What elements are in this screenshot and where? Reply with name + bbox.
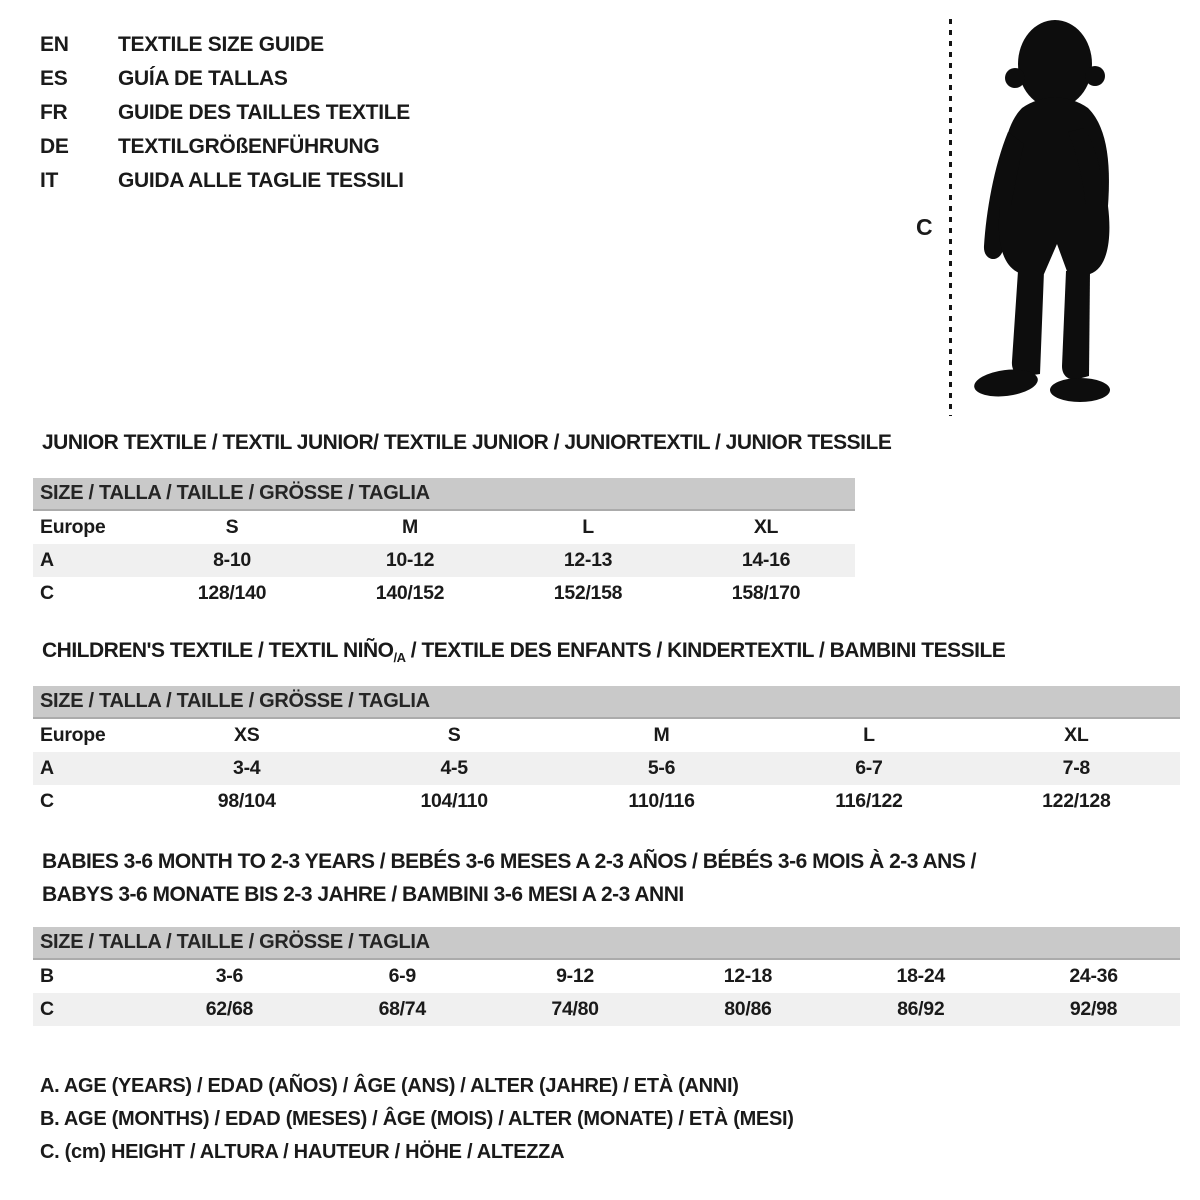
age-value: 4-5 xyxy=(440,757,468,779)
region-label: Europe xyxy=(40,724,106,746)
language-row-de xyxy=(40,130,410,164)
size-header-label: SIZE / TALLA / TAILLE / GRÖSSE / TAGLIA xyxy=(40,690,430,712)
size-header-label: SIZE / TALLA / TAILLE / GRÖSSE / TAGLIA xyxy=(40,931,430,953)
toddler-silhouette-icon xyxy=(962,14,1142,418)
size-header-label: SIZE / TALLA / TAILLE / GRÖSSE / TAGLIA xyxy=(40,482,430,504)
table-row-europe xyxy=(33,511,855,544)
table-row-height xyxy=(33,577,855,610)
table-row-europe xyxy=(33,719,1180,752)
table-row-height xyxy=(33,785,1180,818)
age-value: 12-13 xyxy=(563,549,613,571)
children-heading-text: CHILDREN'S TEXTILE / TEXTIL NIÑO xyxy=(42,639,394,662)
junior-section-heading: JUNIOR TEXTILE / TEXTIL JUNIOR/ TEXTILE JUNIOR / JUNIORTEXTIL / JUNIOR TESSILE xyxy=(42,431,892,454)
height-value: 152/158 xyxy=(553,582,623,604)
babies-section-heading xyxy=(42,845,976,911)
row-label: C xyxy=(40,790,54,812)
legend-notes xyxy=(40,1070,794,1169)
language-row-en xyxy=(40,28,410,62)
height-value: 68/74 xyxy=(378,998,426,1020)
language-code: FR xyxy=(40,101,68,124)
months-value: 9-12 xyxy=(556,965,594,987)
height-value: 92/98 xyxy=(1069,998,1118,1020)
language-code: DE xyxy=(40,135,69,158)
table-row-age xyxy=(33,752,1180,785)
height-value: 116/122 xyxy=(835,790,903,812)
height-value: 86/92 xyxy=(897,998,945,1020)
language-title-list xyxy=(40,28,410,198)
months-value: 6-9 xyxy=(388,965,416,987)
height-measure-label: C xyxy=(916,214,933,240)
babies-heading-line2: BABYS 3-6 MONATE BIS 2-3 JAHRE / BAMBINI 3-6 MESI A 2-3 ANNI xyxy=(42,883,684,906)
language-row-it xyxy=(40,164,410,198)
row-label: C xyxy=(40,998,54,1020)
size-col-header: XL xyxy=(753,516,779,538)
children-section-heading xyxy=(42,639,1005,665)
age-value: 5-6 xyxy=(647,757,676,779)
language-code: EN xyxy=(40,33,69,56)
months-value: 12-18 xyxy=(723,965,773,987)
size-col-header: M xyxy=(653,724,670,746)
months-value: 24-36 xyxy=(1069,965,1118,987)
row-label: B xyxy=(40,965,54,987)
children-heading-subscript: /A xyxy=(393,650,406,665)
language-code: IT xyxy=(40,169,59,192)
language-row-es xyxy=(40,62,410,96)
height-value: 140/152 xyxy=(375,582,445,604)
guide-title: TEXTILE SIZE GUIDE xyxy=(118,33,324,56)
size-col-header: L xyxy=(863,724,875,746)
size-col-header: XS xyxy=(233,724,260,746)
language-code: ES xyxy=(40,67,68,90)
age-value: 14-16 xyxy=(741,549,791,571)
size-table-header xyxy=(33,686,1180,719)
age-value: 7-8 xyxy=(1062,757,1090,779)
note-height-cm: C. (cm) HEIGHT / ALTURA / HAUTEUR / HÖHE / ALTEZZA xyxy=(40,1141,565,1163)
children-size-table xyxy=(33,686,1180,818)
height-value: 62/68 xyxy=(205,998,254,1020)
age-value: 6-7 xyxy=(855,757,883,779)
note-age-years: A. AGE (YEARS) / EDAD (AÑOS) / ÂGE (ANS) / ALTER (JAHRE) / ETÀ (ANNI) xyxy=(40,1075,739,1097)
age-value: 3-4 xyxy=(233,757,261,779)
children-heading-text: / TEXTILE DES ENFANTS / KINDERTEXTIL / BAMBINI TESSILE xyxy=(405,639,1006,662)
guide-title: GUIDE DES TAILLES TEXTILE xyxy=(118,101,410,124)
size-col-header: M xyxy=(402,516,418,538)
size-col-header: S xyxy=(225,516,239,538)
height-value: 122/128 xyxy=(1042,790,1111,812)
height-measure-line xyxy=(949,19,952,416)
height-value: 104/110 xyxy=(420,790,488,812)
guide-title: TEXTILGRÖßENFÜHRUNG xyxy=(118,135,380,158)
size-table-header xyxy=(33,927,1180,960)
months-value: 3-6 xyxy=(215,965,244,987)
row-label: A xyxy=(40,757,54,779)
babies-size-table xyxy=(33,927,1180,1026)
height-value: 128/140 xyxy=(197,582,267,604)
language-row-fr xyxy=(40,96,410,130)
age-value: 10-12 xyxy=(385,549,435,571)
guide-title: GUIDA ALLE TAGLIE TESSILI xyxy=(118,169,404,192)
size-col-header: XL xyxy=(1064,724,1089,746)
table-row-age xyxy=(33,544,855,577)
guide-title: GUÍA DE TALLAS xyxy=(118,67,288,90)
height-value: 110/116 xyxy=(628,790,695,812)
table-row-height xyxy=(33,993,1180,1026)
height-value: 98/104 xyxy=(217,790,276,812)
note-age-months: B. AGE (MONTHS) / EDAD (MESES) / ÂGE (MOIS) / ALTER (MONATE) / ETÀ (MESI) xyxy=(40,1108,794,1130)
junior-size-table xyxy=(33,478,855,610)
height-value: 80/86 xyxy=(724,998,772,1020)
size-table-header xyxy=(33,478,855,511)
row-label: C xyxy=(40,582,54,604)
size-col-header: S xyxy=(447,724,461,746)
height-value: 74/80 xyxy=(551,998,599,1020)
months-value: 18-24 xyxy=(896,965,945,987)
size-col-header: L xyxy=(582,516,594,538)
babies-heading-line1: BABIES 3-6 MONTH TO 2-3 YEARS / BEBÉS 3-6 MESES A 2-3 AÑOS / BÉBÉS 3-6 MOIS À 2-3 ANS / xyxy=(42,850,977,873)
region-label: Europe xyxy=(40,516,106,538)
row-label: A xyxy=(40,549,54,571)
table-row-months xyxy=(33,960,1180,993)
age-value: 8-10 xyxy=(213,549,251,571)
height-value: 158/170 xyxy=(731,582,801,604)
